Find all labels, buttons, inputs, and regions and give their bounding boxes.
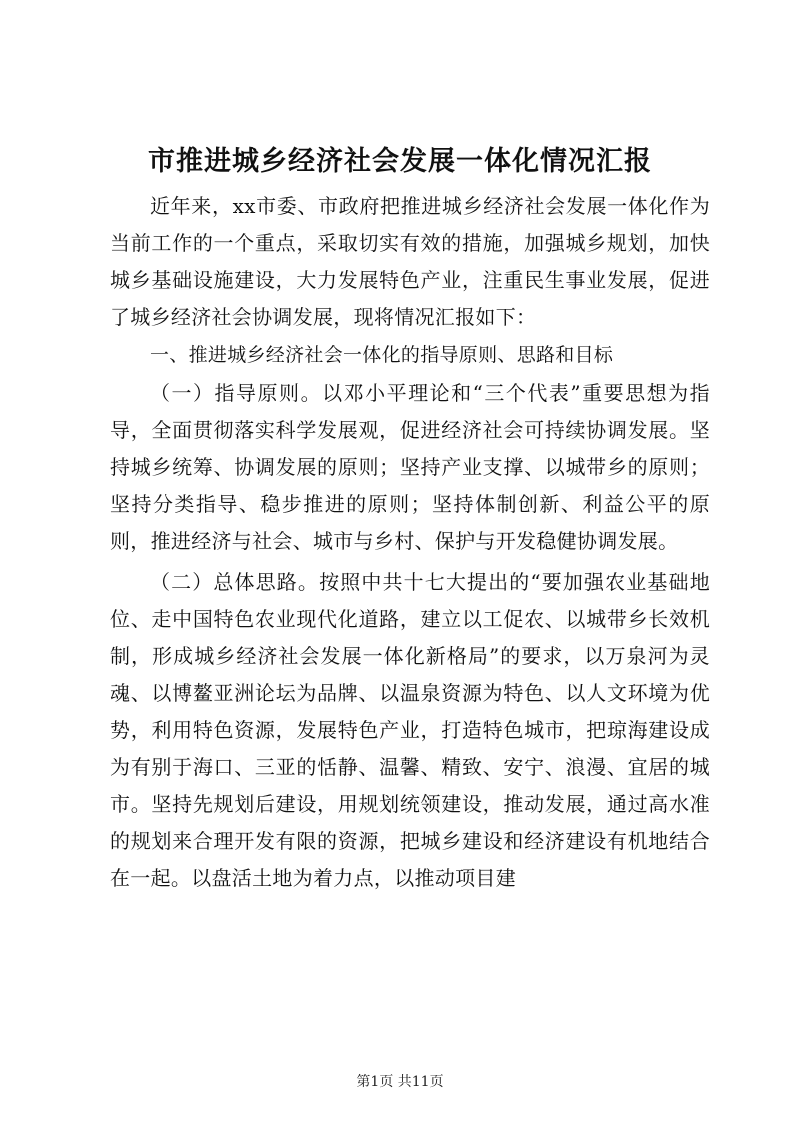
document-body [110,188,710,897]
guiding-principles-paragraph: （一）指导原则。以邓小平理论和“三个代表”重要思想为指导，全面贯彻落实科学发展观，促进经济社会可持续协调发展。坚持城乡统筹、协调发展的原则；坚持产业支撑、以城带乡的原则；坚持分类指导、稳步推进的原则；坚持体制创新、利益公平的原则，推进经济与社会、城市与乡村、保护与开发稳健协调发展。 [110,381,710,553]
overall-approach-paragraph: （二）总体思路。按照中共十七大提出的“要加强农业基础地位、走中国特色农业现代化道路，建立以工促农、以城带乡长效机制，形成城乡经济社会发展一体化新格局”的要求，以万泉河为灵魂、以博鳌亚洲论坛为品牌、以温泉资源为特色、以人文环境为优势，利用特色资源，发展特色产业，打造特色城市，把琼海建设成为有别于海口、三亚的恬静、温馨、精致、安宁、浪漫、宜居的城市。坚持先规划后建设，用规划统领建设，推动发展，通过高水准的规划来合理开发有限的资源，把城乡建设和经济建设有机地结合在一起。以盘活土地为着力点，以推动项目建 [110,570,710,890]
page-footer: 第1页 共11页 [356,1074,444,1090]
intro-paragraph: 近年来，xx市委、市政府把推进城乡经济社会发展一体化作为当前工作的一个重点，采取切实有效的措施，加强城乡规划，加快城乡基础设施建设，大力发展特色产业，注重民生事业发展，促进了城乡经济社会协调发展，现将情况汇报如下： [110,194,710,329]
section-heading: 一、推进城乡经济社会一体化的指导原则、思路和目标 [150,344,614,366]
document-title: 市推进城乡经济社会发展一体化情况汇报 [148,146,652,177]
